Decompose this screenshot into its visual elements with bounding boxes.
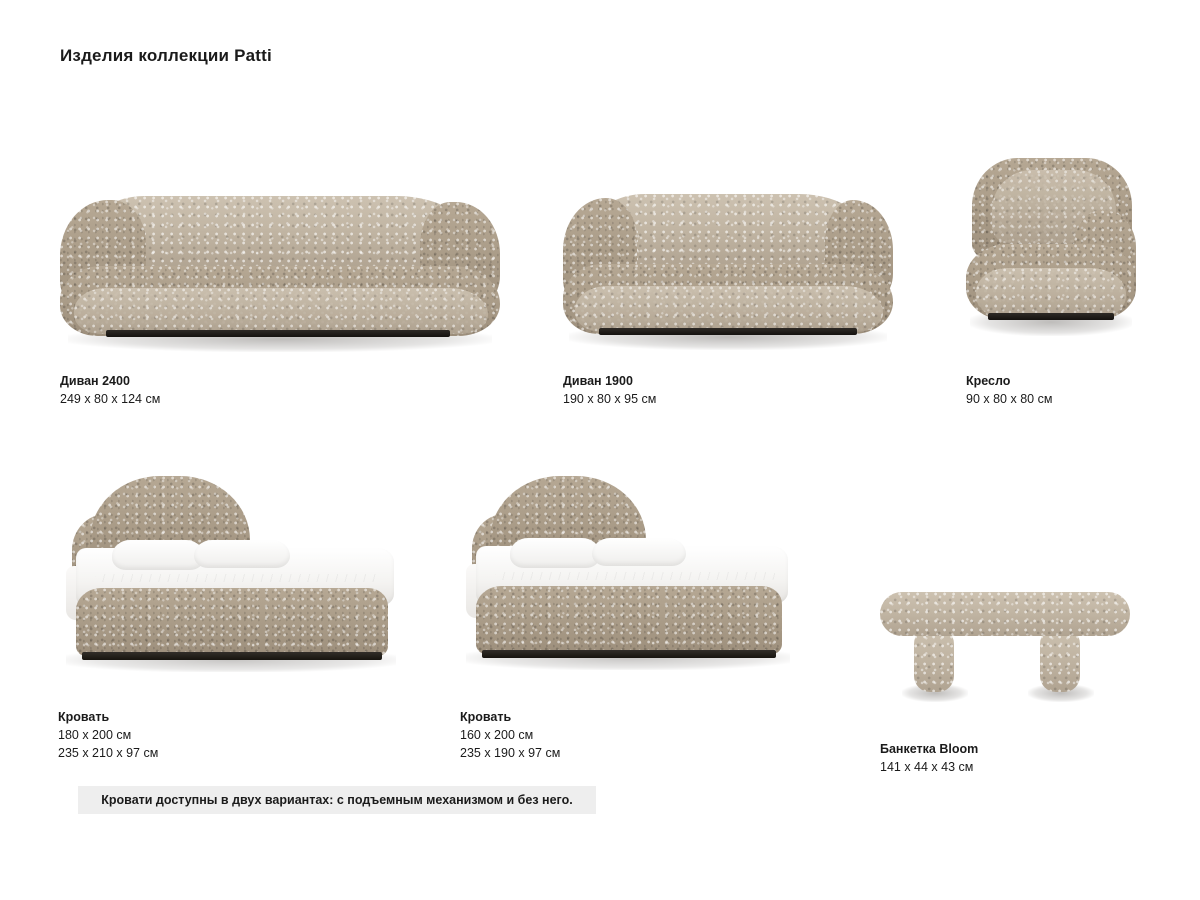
product-caption (880, 740, 1140, 776)
product-card-bed-180[interactable] (58, 470, 408, 762)
product-row-beds (0, 470, 1200, 774)
product-dimensions-overall: 235 x 210 x 97 см (58, 746, 159, 760)
product-dimensions: 190 x 80 x 95 см (563, 392, 657, 406)
product-caption (58, 708, 408, 762)
product-dimensions: 90 x 80 x 80 см (966, 392, 1053, 406)
product-name: Кровать (58, 710, 110, 724)
product-card-bench-bloom[interactable] (880, 470, 1140, 776)
product-name: Банкетка Bloom (880, 742, 979, 756)
product-dimensions: 141 x 44 x 43 см (880, 760, 974, 774)
armchair-icon (966, 150, 1136, 350)
bed-icon (58, 470, 398, 680)
product-dimensions-overall: 235 x 190 x 97 см (460, 746, 561, 760)
product-caption (60, 372, 510, 408)
product-caption (966, 372, 1146, 408)
availability-note-text: Кровати доступны в двух вариантах: с подъемным механизмом и без него. (101, 793, 573, 807)
sofa-icon (60, 150, 500, 350)
product-row-sofas (0, 150, 1200, 420)
product-caption (563, 372, 903, 408)
bench-icon (880, 592, 1130, 712)
product-card-sofa-2400[interactable] (60, 150, 510, 408)
product-card-sofa-1900[interactable] (563, 150, 903, 408)
product-name: Диван 2400 (60, 374, 130, 388)
product-name: Кресло (966, 374, 1011, 388)
product-name: Диван 1900 (563, 374, 633, 388)
product-caption (460, 708, 804, 762)
product-card-armchair[interactable] (966, 150, 1146, 408)
bed-icon (460, 470, 794, 680)
product-dimensions: 180 x 200 см (58, 728, 132, 742)
page-title: Изделия коллекции Patti (60, 46, 272, 65)
sofa-icon (563, 150, 893, 350)
product-dimensions: 249 x 80 x 124 см (60, 392, 161, 406)
product-dimensions: 160 x 200 см (460, 728, 534, 742)
product-name: Кровать (460, 710, 512, 724)
product-card-bed-160[interactable] (460, 470, 804, 762)
availability-note (78, 786, 596, 814)
